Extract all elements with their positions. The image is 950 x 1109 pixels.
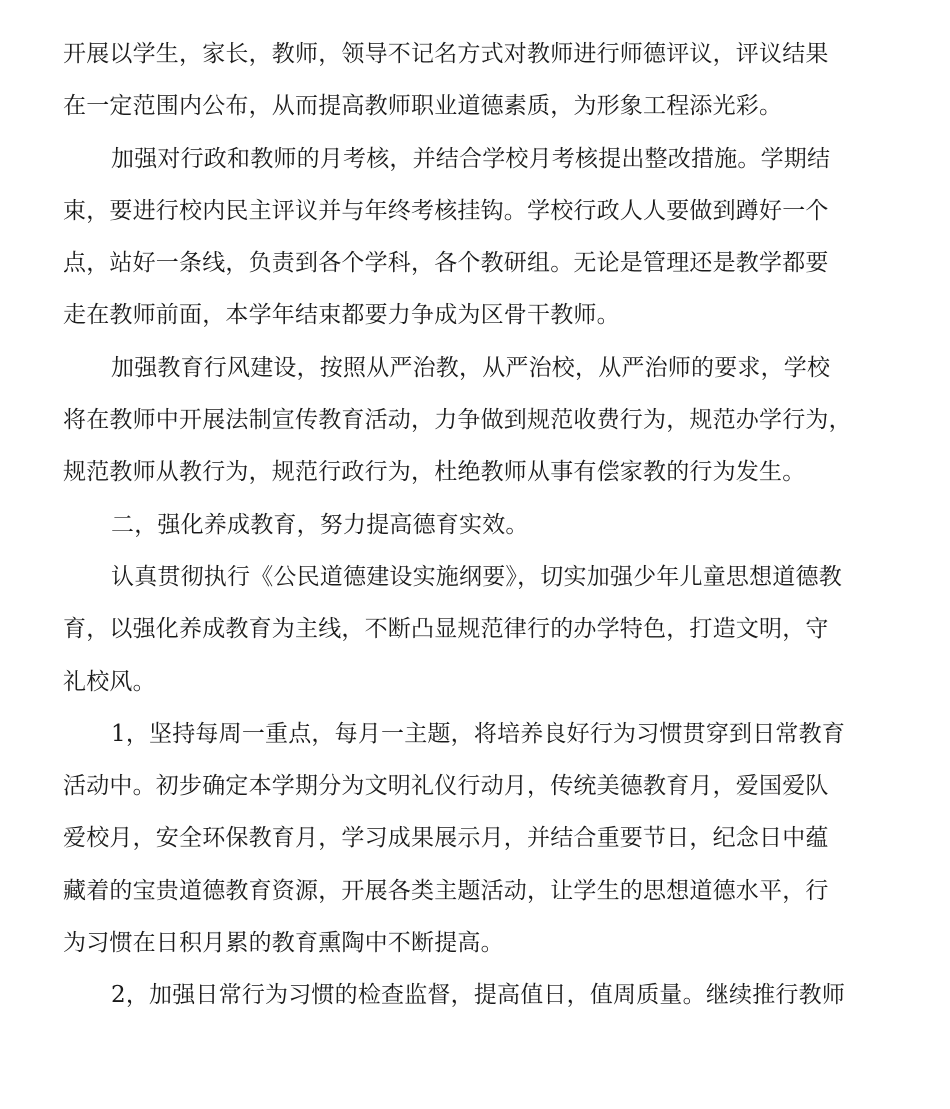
text-line-17: 藏着的宝贵道德教育资源，开展各类主题活动，让学生的思想道德水平，行 xyxy=(63,877,829,904)
text-line-2: 在一定范围内公布，从而提高教师职业道德素质，为形象工程添光彩。 xyxy=(63,93,783,120)
text-line-8: 将在教师中开展法制宣传教育活动，力争做到规范收费行为，规范办学行为， xyxy=(63,407,852,434)
text-line-19: 2，加强日常行为习惯的检查监督，提高值日，值周质量。继续推行教师 xyxy=(111,982,846,1009)
text-line-1: 开展以学生，家长，教师，领导不记名方式对教师进行师德评议，评议结果 xyxy=(63,41,829,67)
text-line-14: 1，坚持每周一重点，每月一主题，将培养良好行为习惯贯穿到日常教育 xyxy=(111,720,846,747)
text-line-3: 加强对行政和教师的月考核，并结合学校月考核提出整改措施。学期结 xyxy=(111,145,831,172)
text-line-9: 规范教师从教行为，规范行政行为，杜绝教师从事有偿家教的行为发生。 xyxy=(63,459,806,486)
text-line-5: 点，站好一条线，负责到各个学科，各个教研组。无论是管理还是教学都要 xyxy=(63,250,829,277)
text-line-4: 束，要进行校内民主评议并与年终考核挂钩。学校行政人人要做到蹲好一个 xyxy=(63,197,829,224)
text-line-15: 活动中。初步确定本学期分为文明礼仪行动月，传统美德教育月，爱国爱队 xyxy=(63,773,829,800)
text-line-11: 认真贯彻执行《公民道德建设实施纲要》，切实加强少年儿童思想道德教 xyxy=(111,563,842,590)
section-heading: 二，强化养成教育，努力提高德育实效。 xyxy=(111,511,529,538)
text-line-16: 爱校月，安全环保教育月，学习成果展示月，并结合重要节日，纪念日中蕴 xyxy=(63,825,829,852)
text-line-18: 为习惯在日积月累的教育熏陶中不断提高。 xyxy=(63,930,504,957)
text-line-6: 走在教师前面，本学年结束都要力争成为区骨干教师。 xyxy=(63,302,620,329)
text-line-13: 礼校风。 xyxy=(63,668,156,695)
document-body xyxy=(63,28,893,1022)
text-line-7: 加强教育行风建设，按照从严治教，从严治校，从严治师的要求，学校 xyxy=(111,354,831,381)
text-line-12: 育，以强化养成教育为主线，不断凸显规范律行的办学特色，打造文明，守 xyxy=(63,616,829,643)
